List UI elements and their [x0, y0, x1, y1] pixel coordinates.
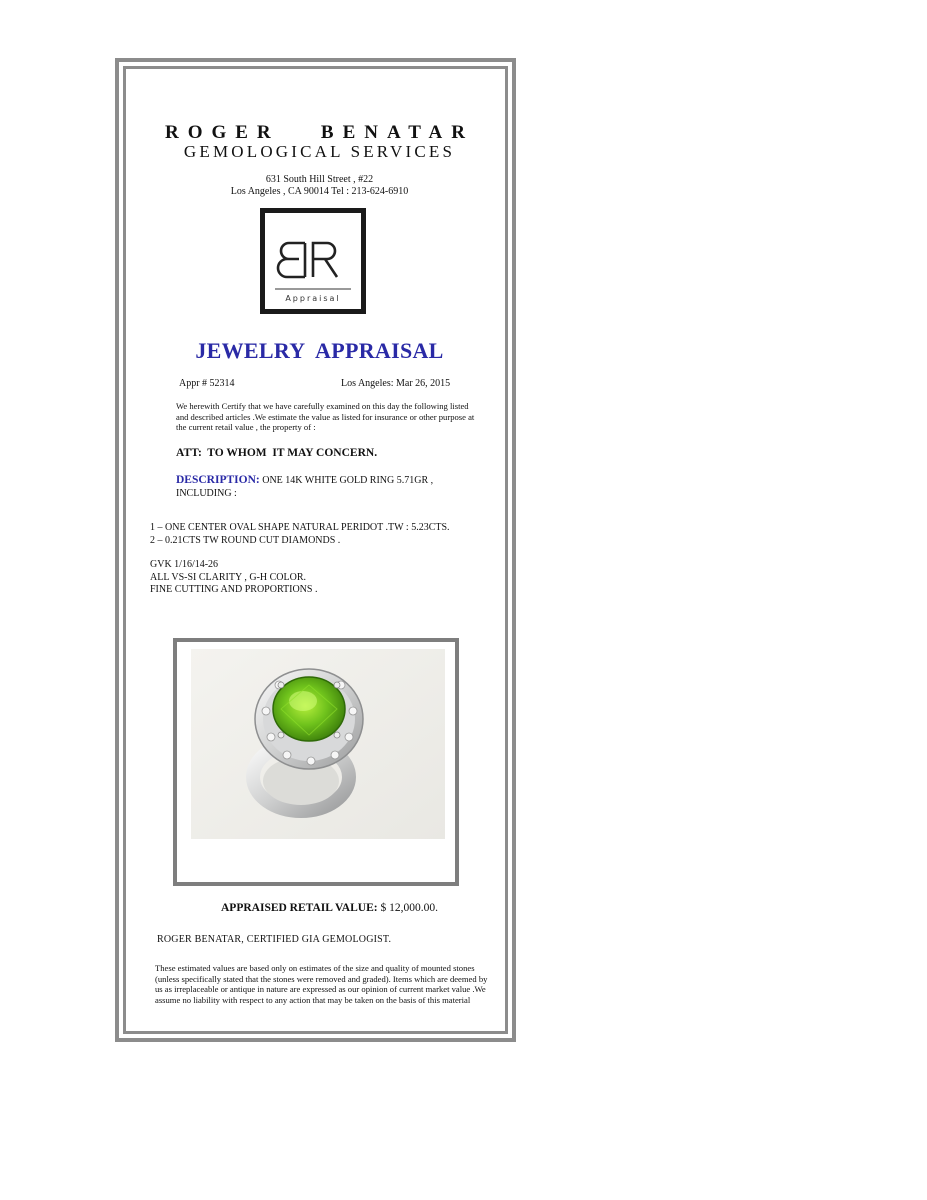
appraised-value	[221, 902, 438, 914]
description-block	[176, 474, 476, 500]
peridot-ring-image	[191, 649, 445, 839]
br-appraisal-logo	[260, 208, 366, 314]
value-amount: $ 12,000.00.	[377, 902, 438, 914]
document-frame	[115, 58, 516, 1042]
address-line-1: 631 South Hill Street , #22	[265, 174, 374, 185]
company-subtitle: GEMOLOGICAL SERVICES	[183, 142, 456, 161]
appraisal-number: Appr # 52314	[179, 378, 235, 389]
gemologist-signature: ROGER BENATAR, CERTIFIED GIA GEMOLOGIST.	[157, 934, 392, 945]
description-text: ONE 14K WHITE GOLD RING 5.71GR , INCLUDING :	[176, 475, 434, 499]
disclaimer-paragraph: These estimated values are based only on estimates of the size and quality of mounted stones (unless specifically stated that the stones were removed and graded). Items which are deemed by us as irreplaceable or antique in nature are expressed as our opinion of current market value .We assume no liability with respect to any action that may be taken on the basis of this material	[155, 963, 488, 1005]
location-date: Los Angeles: Mar 26, 2015	[341, 378, 451, 389]
attention-line: ATT: TO WHOM IT MAY CONCERN.	[176, 447, 378, 459]
value-label: APPRAISED RETAIL VALUE:	[221, 902, 378, 914]
company-name: ROGER BENATAR	[164, 122, 474, 143]
note-line: GVK 1/16/14-26	[150, 559, 219, 570]
address-line-2: Los Angeles , CA 90014 Tel : 213-624-6910	[230, 186, 409, 197]
ring-photo-frame	[173, 638, 459, 886]
list-item: 1 – ONE CENTER OVAL SHAPE NATURAL PERIDOT .TW : 5.23CTS.	[150, 522, 450, 533]
document-title: JEWELRY APPRAISAL	[195, 338, 444, 363]
note-line: FINE CUTTING AND PROPORTIONS .	[150, 584, 318, 595]
logo-caption: Appraisal	[285, 294, 341, 303]
grading-notes	[150, 559, 317, 597]
br-monogram-icon	[265, 213, 361, 309]
item-list	[150, 521, 450, 547]
certification-paragraph: We herewith Certify that we have carefully examined on this day the following listed and described articles .We estimate the value as listed for insurance or other purpose at the current retail value , the property of :	[176, 401, 475, 433]
note-line: ALL VS-SI CLARITY , G-H COLOR.	[150, 571, 307, 583]
description-label: DESCRIPTION:	[176, 474, 260, 486]
list-item: 2 – 0.21CTS TW ROUND CUT DIAMONDS .	[150, 535, 341, 546]
